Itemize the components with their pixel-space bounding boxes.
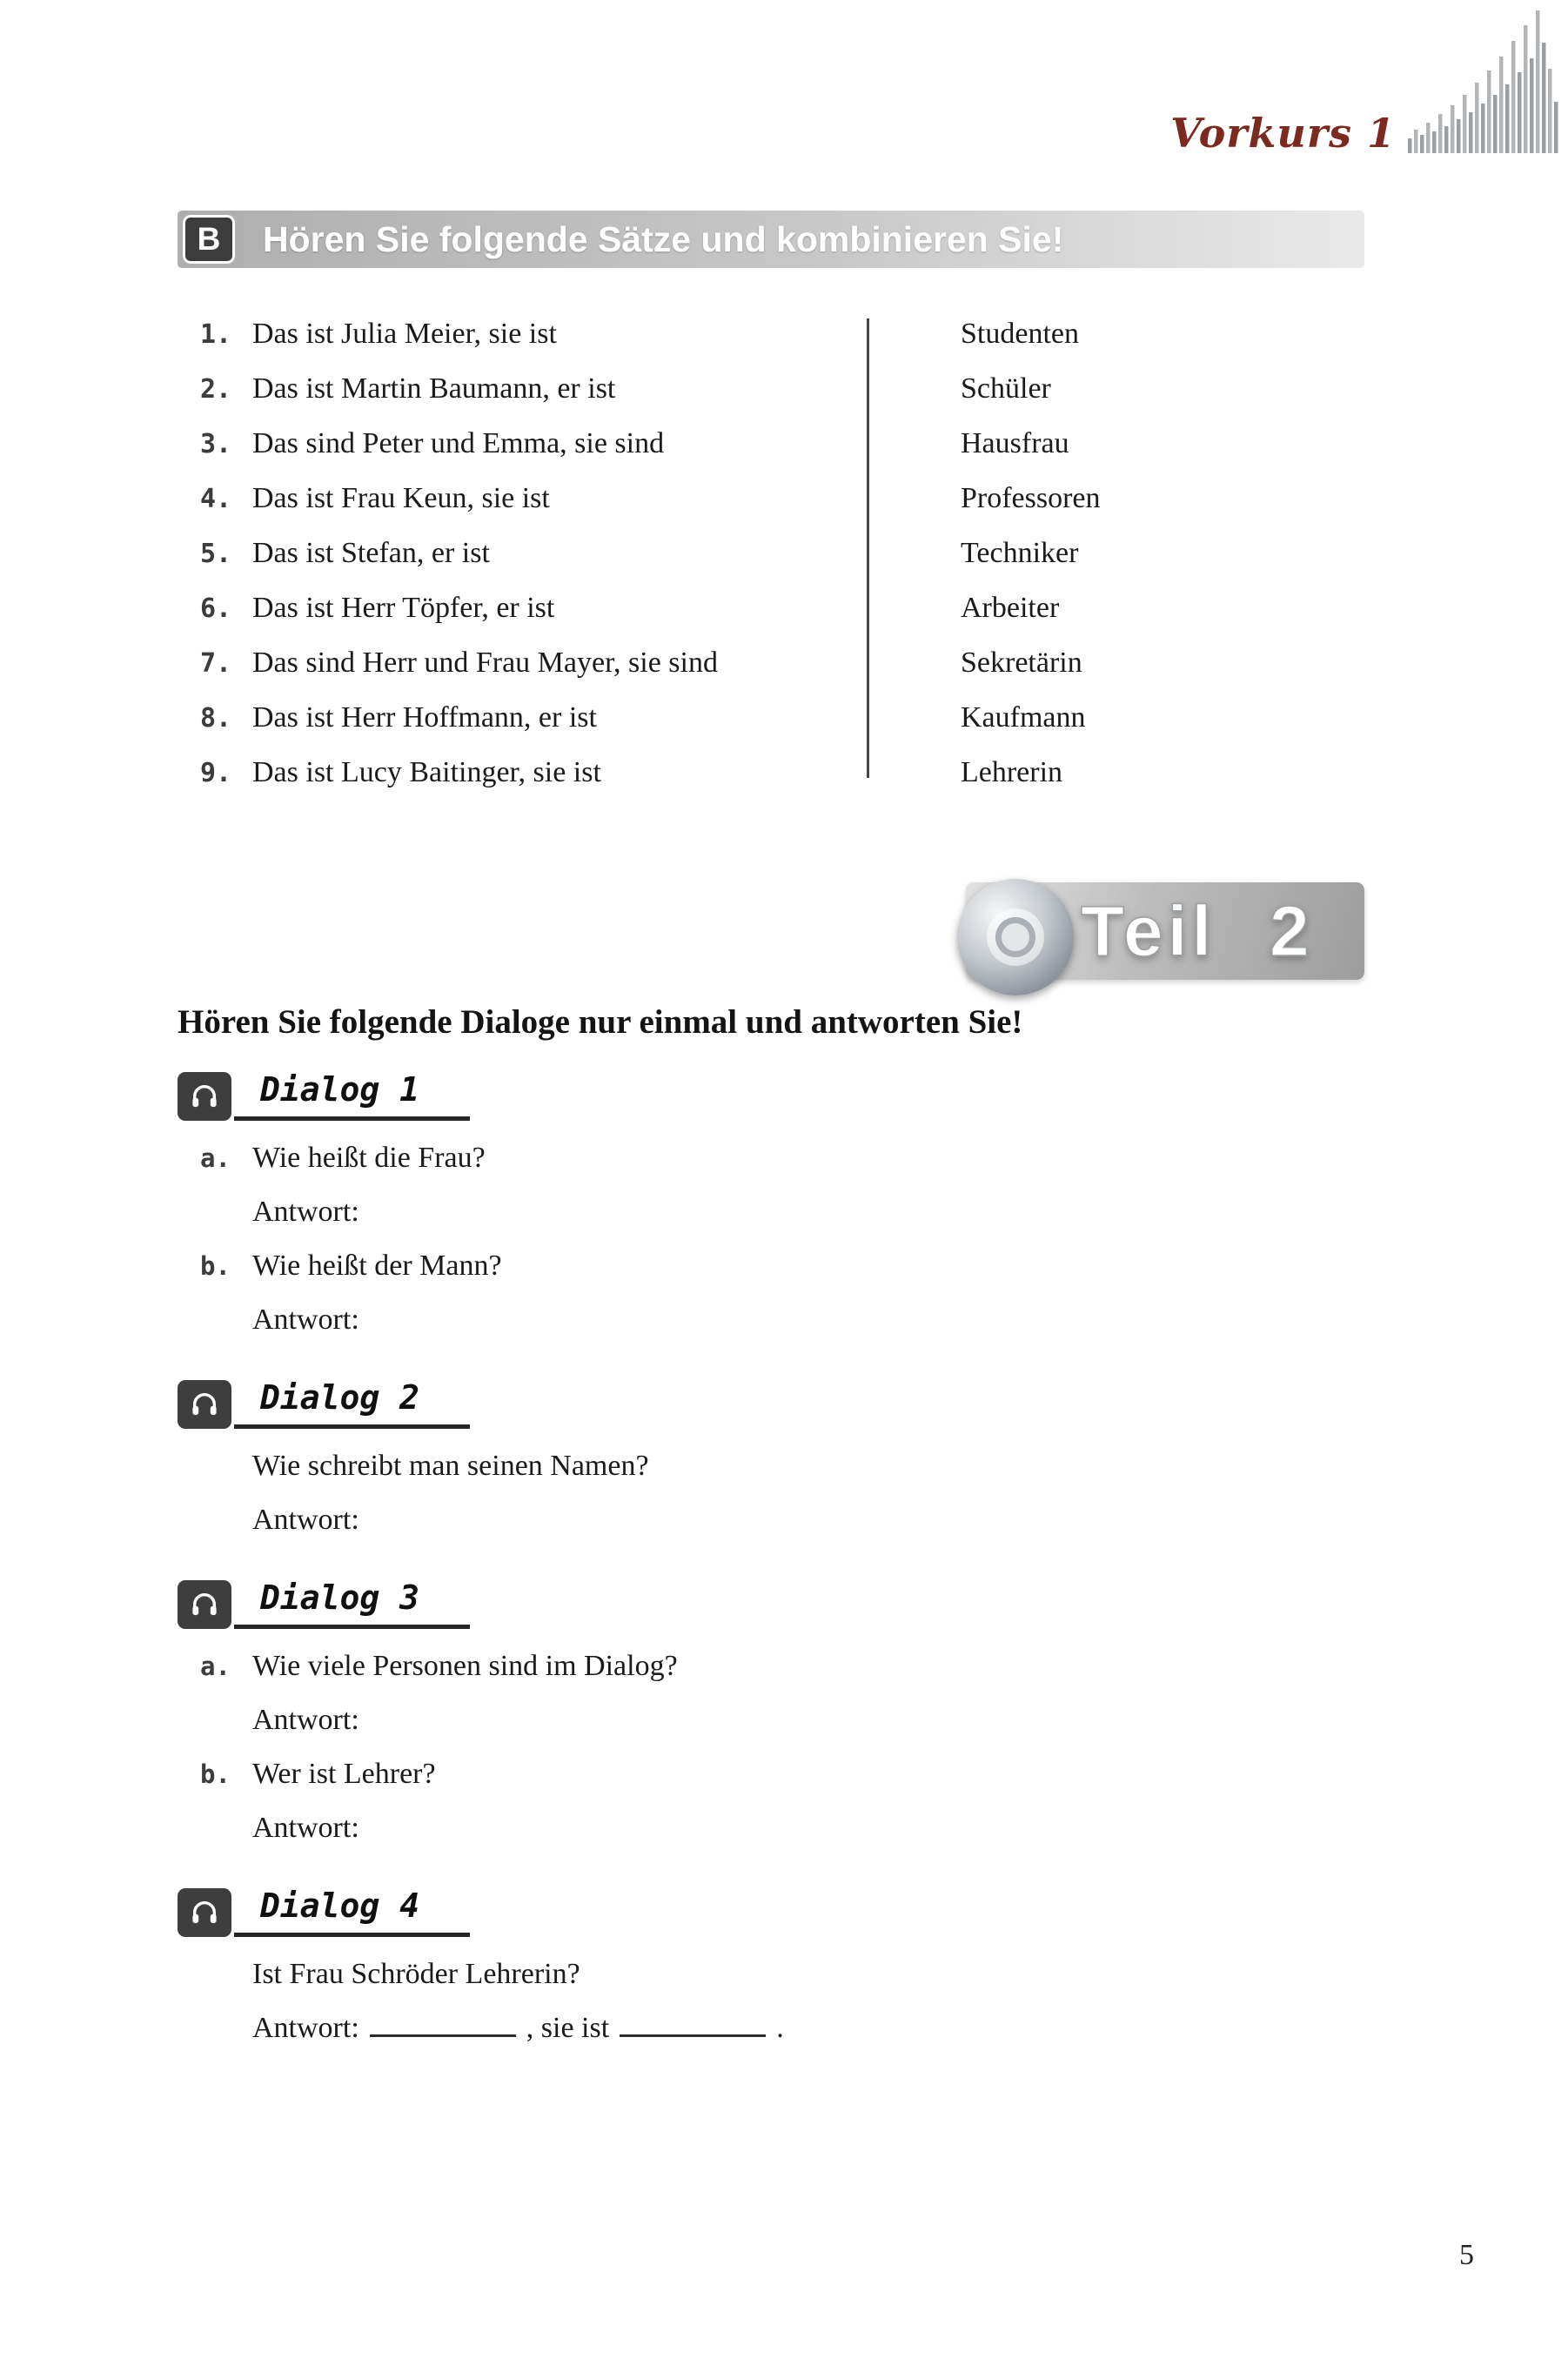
match-option: Professoren <box>961 482 1101 514</box>
teil2-banner <box>957 877 1368 1001</box>
question-label: b. <box>200 1759 231 1789</box>
match-item-text: Das ist Herr Töpfer, er ist <box>252 592 555 624</box>
question-row <box>178 1131 1326 1185</box>
question-text: Ist Frau Schröder Lehrerin? <box>252 1958 580 1990</box>
match-option: Studenten <box>961 318 1079 350</box>
answer-row <box>178 1293 1326 1347</box>
section-b-title: Hören Sie folgende Sätze und kombinieren Sie! <box>263 218 1064 259</box>
dialog-section-4 <box>178 1887 1326 2055</box>
match-item-number: 4. <box>200 484 232 514</box>
question-label: b. <box>200 1251 231 1281</box>
question-label: a. <box>200 1143 231 1173</box>
match-item-number: 6. <box>200 593 232 624</box>
dialog-title: Dialog 4 <box>260 1887 420 1925</box>
question-text: Wie viele Personen sind im Dialog? <box>252 1650 678 1682</box>
answer-line <box>252 2012 784 2044</box>
question-text: Wie schreibt man seinen Namen? <box>252 1450 649 1482</box>
answer-label: Antwort: <box>252 1303 359 1336</box>
answer-label: Antwort: <box>252 1812 359 1844</box>
match-item-text: Das sind Peter und Emma, sie sind <box>252 427 665 459</box>
teil2-label: Teil 2 <box>1081 892 1314 971</box>
match-item-text: Das ist Lucy Baitinger, sie ist <box>252 756 601 788</box>
question-row <box>178 1439 1326 1493</box>
match-item <box>178 526 718 580</box>
match-item-text: Das ist Frau Keun, sie ist <box>252 482 550 514</box>
instruction-heading: Hören Sie folgende Dialoge nur einmal und antworten Sie! <box>178 1003 1023 1041</box>
match-item-text: Das sind Herr und Frau Mayer, sie sind <box>252 647 718 679</box>
match-item-number: 9. <box>200 758 232 788</box>
match-list-right <box>961 306 1101 800</box>
answer-label: Antwort: <box>252 1196 359 1228</box>
page-number: 5 <box>1459 2239 1474 2271</box>
cd-hole <box>995 917 1035 957</box>
dialog-header <box>178 1887 1326 1937</box>
section-b-bar <box>178 211 1364 268</box>
headphones-icon <box>178 1888 231 1937</box>
question-row <box>178 1239 1326 1293</box>
match-item-text: Das ist Stefan, er ist <box>252 537 490 569</box>
match-item <box>178 306 718 361</box>
question-label: a. <box>200 1652 231 1681</box>
headphones-icon <box>178 1580 231 1629</box>
answer-label: Antwort: <box>252 1504 359 1536</box>
headphones-icon <box>178 1380 231 1429</box>
question-row <box>178 1639 1326 1693</box>
dialog-title: Dialog 3 <box>260 1578 420 1617</box>
question-row <box>178 1747 1326 1801</box>
match-item-number: 1. <box>200 319 232 350</box>
question-row <box>178 1947 1326 2001</box>
match-option: Schüler <box>961 372 1051 405</box>
match-option: Techniker <box>961 537 1079 569</box>
vorkurs-label: Vorkurs 1 <box>1170 110 1396 157</box>
match-item <box>178 690 718 745</box>
answer-end-text: . <box>776 2012 784 2044</box>
match-option: Hausfrau <box>961 427 1069 459</box>
question-text: Wer ist Lehrer? <box>252 1758 436 1790</box>
answer-row <box>178 1185 1326 1239</box>
answer-row <box>178 1693 1326 1747</box>
answer-row <box>178 1801 1326 1855</box>
question-text: Wie heißt der Mann? <box>252 1250 502 1282</box>
answer-row <box>178 1493 1326 1547</box>
match-option: Arbeiter <box>961 592 1060 624</box>
match-item-number: 8. <box>200 703 232 734</box>
match-item-text: Das ist Julia Meier, sie ist <box>252 318 557 350</box>
match-item-text: Das ist Martin Baumann, er ist <box>252 372 616 405</box>
cd-disc-graphic <box>957 879 1074 995</box>
dialog-section-2 <box>178 1378 1326 1547</box>
match-item-number: 3. <box>200 429 232 459</box>
dialog-section-3 <box>178 1578 1326 1855</box>
match-item <box>178 580 718 635</box>
answer-blank <box>370 2034 516 2037</box>
match-item <box>178 471 718 526</box>
match-item-number: 2. <box>200 374 232 405</box>
section-b-badge: B <box>183 215 235 264</box>
match-divider <box>867 318 869 778</box>
match-option: Kaufmann <box>961 701 1086 734</box>
answer-blank <box>620 2034 766 2037</box>
match-item <box>178 635 718 690</box>
match-option: Sekretärin <box>961 647 1082 679</box>
dialog-header <box>178 1578 1326 1629</box>
match-list-left <box>178 306 718 800</box>
answer-middle-text: , sie ist <box>526 2012 610 2044</box>
match-item-number: 7. <box>200 648 232 679</box>
match-item <box>178 416 718 471</box>
answer-label: Antwort: <box>252 2012 359 2044</box>
dialog-section-1 <box>178 1070 1326 1347</box>
answer-label: Antwort: <box>252 1704 359 1736</box>
audio-bars-graphic <box>1408 9 1563 157</box>
match-item-text: Das ist Herr Hoffmann, er ist <box>252 701 597 734</box>
match-option: Lehrerin <box>961 756 1063 788</box>
match-item <box>178 745 718 800</box>
dialog-title: Dialog 1 <box>260 1070 420 1109</box>
question-text: Wie heißt die Frau? <box>252 1142 486 1174</box>
match-item-number: 5. <box>200 539 232 569</box>
answer-row <box>178 2001 1326 2055</box>
dialog-header <box>178 1378 1326 1429</box>
dialog-header <box>178 1070 1326 1121</box>
match-item <box>178 361 718 416</box>
dialog-title: Dialog 2 <box>260 1378 420 1417</box>
headphones-icon <box>178 1072 231 1121</box>
